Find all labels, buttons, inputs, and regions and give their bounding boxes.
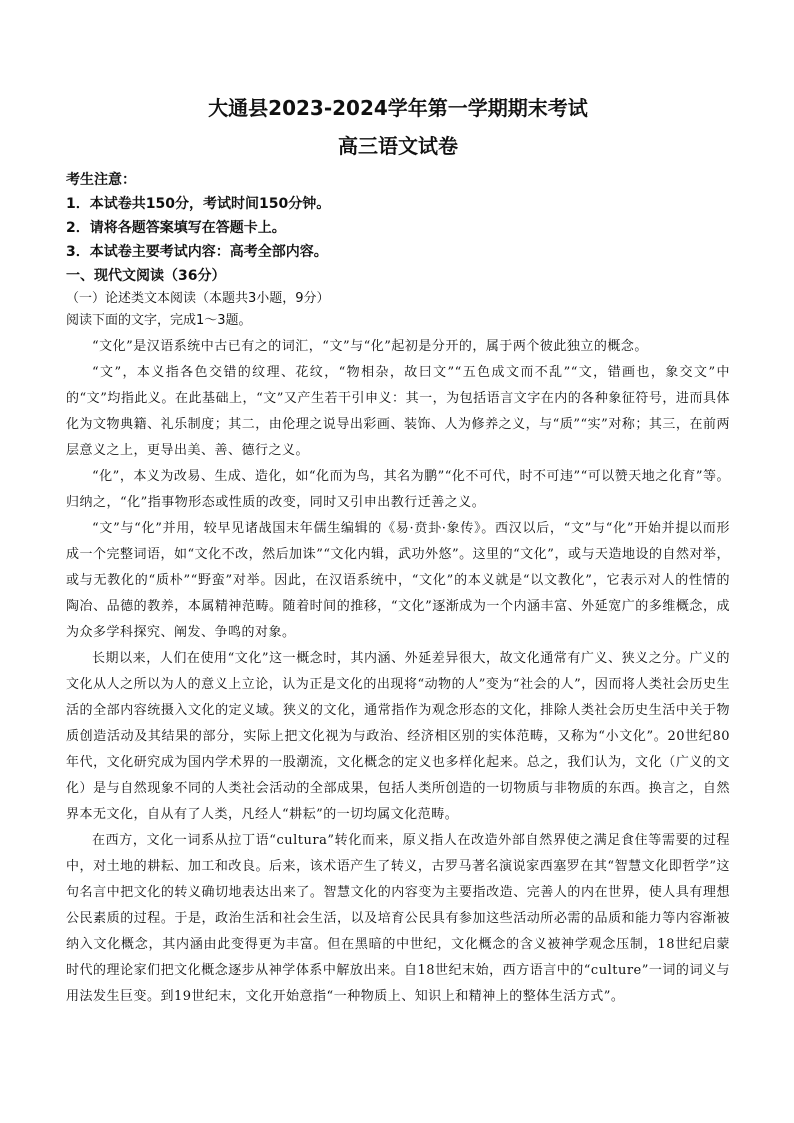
candidate-notes xyxy=(66,168,730,288)
passage-paragraph: 在西方，文化一词系从拉丁语“cultura”转化而来，原义指人在改造外部自然界使之满足食住等需要的过程中，对土地的耕耘、加工和改良。后来，该术语产生了转义，古罗马著名演说家西塞罗在其“智慧文化即哲学”这句名言中把文化的转义确切地表达出来了。智慧文化的内容变为主要指改造、完善人的内在世界，使人具有理想公民素质的过程。于是，政治生活和社会生活，以及培育公民具有参加这些活动所必需的品质和能力等内容渐被纳入文化概念，其内涵由此变得更为丰富。但在黑暗的中世纪，文化概念的含义被神学观念压制，18世纪启蒙时代的理论家们把文化概念逐步从神学体系中解放出来。自18世纪末始，西方语言中的“culture”一词的词义与用法发生巨变。到19世纪末，文化开始意指“一种物质上、知识上和精神上的整体生活方式”。 xyxy=(66,833,730,1004)
reading-instruction: 阅读下面的文字，完成1～3题。 xyxy=(66,313,252,328)
passage-paragraph: 长期以来，人们在使用“文化”这一概念时，其内涵、外延差异很大，故文化通常有广义、狭义之分。广义的文化从人之所以为人的意义上立论，认为正是文化的出现将“动物的人”变为“社会的人”，因而将人类社会历史生活的全部内容统摄入文化的定义域。狭义的文化，通常指作为观念形态的文化，排除人类社会历史生活中关于物质创造活动及其结果的部分，实际上把文化视为与政治、经济相区别的实体范畴，又称为“小文化”。20世纪80年代，文化研究成为国内学术界的一股潮流，文化概念的定义也多样化起来。总之，我们认为，文化（广义的文化）是与自然现象不同的人类社会活动的全部成果，包括人类所创造的一切物质与非物质的东西。换言之，自然界本无文化，自从有了人类，凡经人“耕耘”的一切均属文化范畴。 xyxy=(66,651,730,822)
reading-passage xyxy=(66,334,730,1010)
section-subheading: （一）论述类文本阅读（本题共3小题，9分） xyxy=(66,291,330,306)
passage-paragraph: “文”与“化”并用，较早见诸战国末年儒生编辑的《易·贲卦·象传》。西汉以后，“文”与“化”开始并提以而形成一个完整词语，如“文化不改，然后加诛”“文化内辑，武功外悠”。这里的“文化”，或与天造地设的自然对举，或与无教化的“质朴”“野蛮”对举。因此，在汉语系统中，“文化”的本义就是“以文教化”，它表示对人的性情的陶冶、品德的教养，本属精神范畴。随着时间的推移，“文化”逐渐成为一个内涵丰富、外延宽广的多维概念，成为众多学科探究、阐发、争鸣的对象。 xyxy=(66,521,730,640)
notes-heading: 考生注意： xyxy=(66,172,136,188)
note-item: 1．本试卷共150分，考试时间150分钟。 xyxy=(66,196,331,212)
passage-paragraph: “文化”是汉语系统中古已有之的词汇，“文”与“化”起初是分开的，属于两个彼此独立的概念。 xyxy=(92,339,648,354)
note-item: 3．本试卷主要考试内容：高考全部内容。 xyxy=(66,244,328,260)
passage-paragraph: “化”，本义为改易、生成、造化，如“化而为鸟，其名为鹏”“化不可代，时不可违”“可以赞天地之化育”等。归纳之，“化”指事物形态或性质的改变，同时又引申出教行迁善之义。 xyxy=(66,469,730,510)
note-item: 2．请将各题答案填写在答题卡上。 xyxy=(66,220,286,236)
exam-title: 大通县2023-2024学年第一学期期末考试 xyxy=(208,96,588,120)
section-heading: 一、现代文阅读（36分） xyxy=(66,268,226,284)
exam-subtitle: 高三语文试卷 xyxy=(338,134,458,158)
passage-paragraph: “文”，本义指各色交错的纹理、花纹，“物相杂，故曰文”“五色成文而不乱”“文，错画也，象交文”中的“文”均指此义。在此基础上，“文”又产生若干引申义：其一，为包括语言文字在内的各种象征符号，进而具体化为文物典籍、礼乐制度；其二，由伦理之说导出彩画、装饰、人为修养之义，与“质”“实”对称；其三，在前两层意义之上，更导出美、善、德行之义。 xyxy=(66,365,730,458)
